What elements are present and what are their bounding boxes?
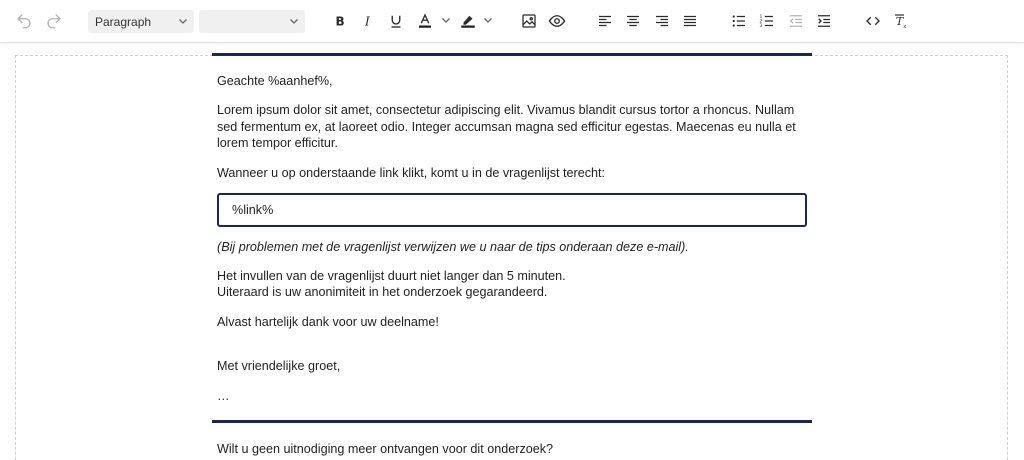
bold-icon [331, 12, 349, 30]
block-format-value: Paragraph [95, 14, 152, 29]
text-color-icon [416, 12, 434, 30]
text-color-button[interactable] [412, 8, 438, 34]
align-right-icon [653, 12, 671, 30]
align-left-icon [596, 12, 614, 30]
svg-text:I: I [365, 14, 370, 29]
preview-button[interactable] [544, 8, 570, 34]
top-divider [212, 53, 812, 56]
duration-line[interactable]: Het invullen van de vragenlijst duurt niet langer dan 5 minuten. [217, 269, 566, 283]
source-code-icon [864, 12, 882, 30]
align-justify-icon [681, 12, 699, 30]
indent-icon [815, 12, 833, 30]
bold-button[interactable] [327, 8, 353, 34]
chevron-down-icon [178, 16, 188, 26]
unsubscribe-question[interactable]: Wilt u geen uitnodiging meer ontvangen voor dit onderzoek? [217, 442, 554, 456]
clear-formatting-icon [892, 12, 910, 30]
bullet-list-button[interactable] [726, 8, 752, 34]
numbered-list-icon [758, 12, 776, 30]
link-placeholder-box[interactable] [217, 193, 807, 227]
align-center-icon [624, 12, 642, 30]
highlight-color-button[interactable] [455, 8, 481, 34]
problem-note-paragraph[interactable]: (Bij problemen met de vragenlijst verwijzen we u naar de tips onderaan deze e-mail). [217, 240, 689, 254]
align-left-button[interactable] [592, 8, 618, 34]
align-justify-button[interactable] [677, 8, 703, 34]
insert-image-button[interactable] [516, 8, 542, 34]
bullet-list-icon [730, 12, 748, 30]
outdent-button[interactable] [783, 8, 809, 34]
image-icon [520, 12, 538, 30]
signature-paragraph[interactable]: … [217, 389, 230, 403]
outdent-icon [787, 12, 805, 30]
svg-text:B: B [335, 14, 345, 29]
align-right-button[interactable] [649, 8, 675, 34]
svg-text:x: x [903, 23, 907, 30]
italic-icon [359, 12, 377, 30]
closing-paragraph[interactable]: Met vriendelijke groet, [217, 359, 341, 373]
font-family-select[interactable] [199, 10, 305, 33]
thanks-paragraph[interactable]: Alvast hartelijk dank voor uw deelname! [217, 315, 439, 329]
editor-toolbar [0, 0, 1024, 43]
block-format-select[interactable] [88, 10, 194, 33]
indent-button[interactable] [811, 8, 837, 34]
redo-button[interactable] [41, 8, 67, 34]
chevron-down-icon[interactable] [441, 15, 451, 25]
underline-button[interactable] [383, 8, 409, 34]
svg-text:3: 3 [759, 24, 763, 29]
undo-button[interactable] [11, 8, 37, 34]
link-instruction-paragraph[interactable]: Wanneer u op onderstaande link klikt, komt u in de vragenlijst terecht: [217, 166, 606, 180]
source-code-button[interactable] [860, 8, 886, 34]
link-placeholder-text: %link% [232, 203, 274, 217]
chevron-down-icon [289, 16, 299, 26]
chevron-down-icon[interactable] [483, 15, 493, 25]
preview-icon [548, 12, 566, 30]
italic-button[interactable] [355, 8, 381, 34]
anonymity-line[interactable]: Uiteraard is uw anonimiteit in het onderzoek gegarandeerd. [217, 285, 548, 299]
svg-text:T: T [895, 14, 904, 28]
underline-icon [387, 12, 405, 30]
numbered-list-button[interactable] [754, 8, 780, 34]
intro-paragraph[interactable]: Lorem ipsum dolor sit amet, consectetur adipiscing elit. Vivamus blandit cursus tortor a rhoncus. Nullam sed fermentum ex, at laoreet odio. Integer accumsan magna sed efficitur egestas. Maecenas eu nulla et lorem tempor efficitur. [217, 103, 796, 150]
svg-text:2: 2 [759, 19, 763, 25]
svg-text:1: 1 [759, 15, 763, 20]
greeting-paragraph[interactable]: Geachte %aanhef%, [217, 74, 333, 88]
highlight-color-icon [459, 12, 477, 30]
redo-icon [45, 12, 63, 30]
bottom-divider [212, 420, 812, 423]
clear-formatting-button[interactable] [888, 8, 914, 34]
undo-icon [15, 12, 33, 30]
align-center-button[interactable] [620, 8, 646, 34]
